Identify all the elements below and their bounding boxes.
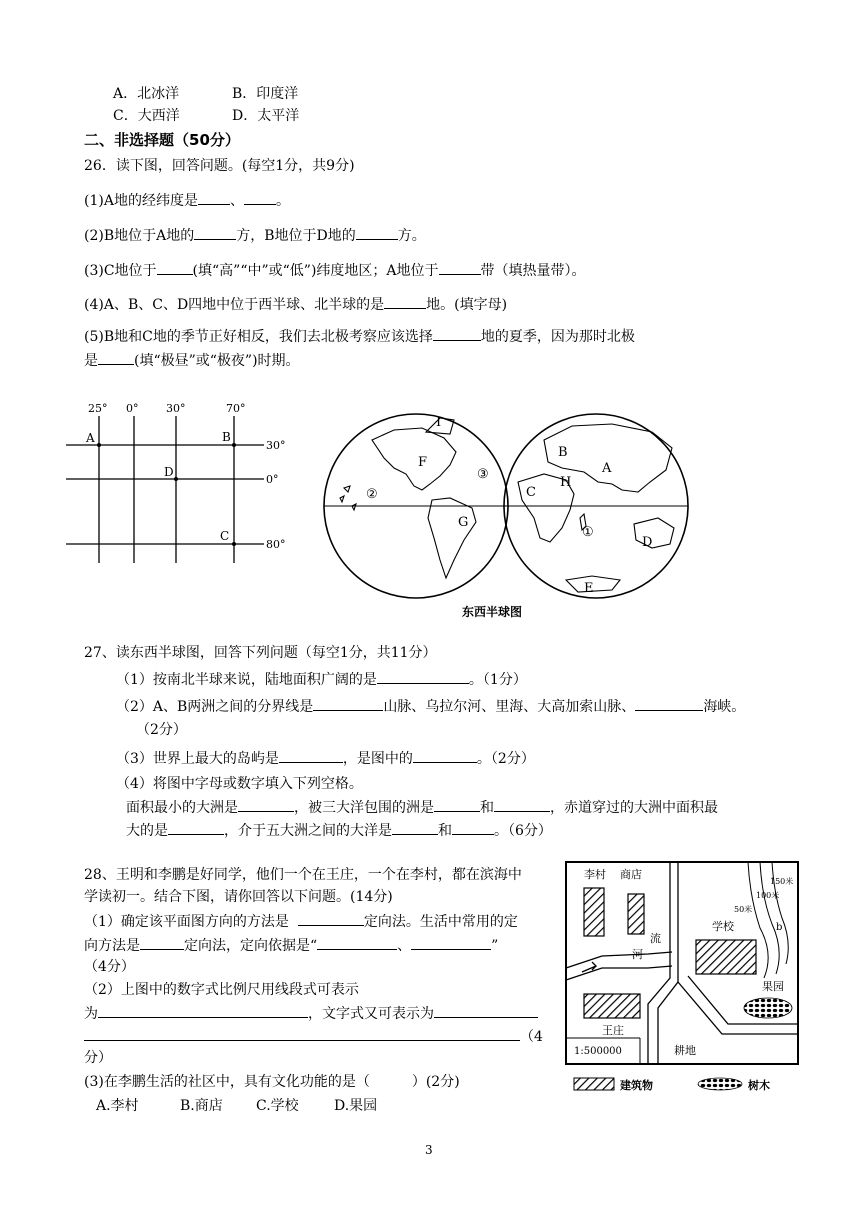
lon-label-25: 25°	[88, 402, 108, 415]
label-shop: 商店	[620, 868, 642, 881]
label-farmland: 耕地	[674, 1044, 696, 1057]
q27-s2-points: （2分）	[136, 722, 187, 738]
point-b-label: B	[222, 430, 231, 444]
q27-s1: （1）按南北半球来说，陆地面积广阔的是 。（1分）	[116, 669, 527, 690]
point-d-dot	[174, 477, 178, 481]
q27-s4-line2: 大的是 ，介于五大洲之间的大洋是 和 。（6分）	[126, 820, 552, 841]
legend-tree-swatch	[698, 1078, 742, 1090]
scale-label: 1:500000	[574, 1046, 622, 1057]
legend-building-swatch	[574, 1078, 614, 1090]
q28-line1: 28、王明和李鹏是好同学，他们一个在王庄，一个在李村，都在滨海中	[84, 867, 522, 883]
label-i: I	[436, 415, 442, 430]
label-c: C	[526, 485, 536, 500]
lat-label-80: 80°	[266, 538, 286, 551]
label-a: A	[602, 461, 612, 476]
hemisphere-map-figure	[322, 410, 692, 622]
label-ocean-3: ③	[477, 467, 489, 482]
q28-line8: （4	[84, 1026, 543, 1047]
label-ocean-2: ②	[366, 487, 378, 502]
q28-line6: （2）上图中的数字式比例尺用线段式可表示	[84, 982, 359, 998]
legend-tree-label: 树木	[748, 1079, 770, 1092]
q28-line9: 分）	[84, 1050, 112, 1066]
label-wang-zhuang: 王庄	[602, 1024, 624, 1037]
q26-s3: (3)C地位于 (填“高”“中”或“低”)纬度地区；A地位于 带（填热量带）。	[84, 260, 586, 281]
hemisphere-map-caption: 东西半球图	[462, 605, 523, 619]
label-orchard: 果园	[762, 980, 784, 993]
school-building	[696, 940, 756, 974]
point-d-label: D	[164, 465, 174, 479]
label-ocean-1: ①	[582, 525, 594, 540]
orchard-trees	[744, 998, 792, 1018]
point-a-dot	[97, 443, 101, 447]
q26-s2: (2)B地位于A地的 方，B地位于D地的 方。	[84, 225, 426, 246]
south-america-shape	[428, 498, 476, 578]
label-d: D	[642, 535, 653, 550]
q28-line7: 为 ，文字式又可表示为	[84, 1003, 538, 1024]
q26-s5-cont: 是 (填“极昼”或“极夜”)时期。	[84, 350, 300, 371]
label-flow: 流	[650, 932, 661, 945]
li-cun-building	[584, 888, 604, 936]
label-contour-150: 150米	[770, 877, 794, 886]
label-contour-100: 100米	[756, 891, 780, 900]
section-title: 二、非选择题（50分）	[84, 131, 240, 149]
q26-s5: (5)B地和C地的季节正好相反，我们去北极考察应该选择 地的夏季，因为那时北极	[84, 326, 635, 347]
label-g: G	[458, 515, 469, 530]
option-d: D．太平洋	[232, 108, 300, 124]
point-c-label: C	[220, 529, 230, 543]
australia-shape	[634, 518, 674, 548]
wang-zhuang-building	[584, 994, 640, 1018]
label-school: 学校	[712, 920, 734, 933]
q27-s3: （3）世界上最大的岛屿是 ，是图中的 。（2分）	[116, 748, 535, 769]
label-contour-50: 50米	[734, 905, 753, 914]
q28-option-d: D.果园	[334, 1098, 378, 1114]
label-h: H	[560, 475, 572, 490]
q28-option-c: C.学校	[256, 1098, 299, 1114]
option-b: B．印度洋	[232, 86, 299, 102]
label-li-cun: 李村	[584, 868, 606, 881]
label-f: F	[418, 455, 428, 470]
label-b: B	[558, 445, 568, 460]
label-e: E	[584, 581, 594, 596]
community-map-figure	[562, 858, 802, 1098]
point-a-label: A	[86, 431, 95, 445]
lon-label-0: 0°	[126, 402, 139, 415]
q28-line5: （4分）	[84, 959, 135, 975]
q27-s2: （2）A、B两洲之间的分界线是 山脉、乌拉尔河、里海、大高加索山脉、 海峡。	[116, 696, 745, 717]
q28-line4: 向方法是 定向法，定向依据是“ 、 ”	[84, 935, 498, 956]
point-c-dot	[232, 542, 236, 546]
lat-label-30: 30°	[266, 439, 286, 452]
q26-title: 26．读下图，回答问题。(每空1分，共9分)	[84, 158, 355, 174]
q28-line2: 学读初一。结合下图，请你回答以下问题。(14分)	[84, 889, 393, 905]
q26-s4: (4)A、B、C、D四地中位于西半球、北半球的是 地。(填字母)	[84, 294, 507, 315]
q27-title: 27、读东西半球图，回答下列问题（每空1分，共11分）	[84, 645, 437, 661]
lat-label-0: 0°	[266, 473, 279, 486]
legend-building-label: 建筑物	[620, 1079, 653, 1092]
page-number: 3	[425, 1143, 433, 1157]
north-america-shape	[372, 428, 456, 490]
option-a: A．北冰洋	[113, 86, 180, 102]
q28-option-a: A.李村	[96, 1098, 139, 1114]
point-b-dot	[232, 443, 236, 447]
q28-line10: (3)在李鹏生活的社区中，具有文化功能的是（ ）(2分)	[84, 1074, 460, 1090]
q27-s4-title: （4）将图中字母或数字填入下列空格。	[116, 776, 363, 792]
q27-s4-line1: 面积最小的大洲是 ，被三大洋包围的洲是 和 ，赤道穿过的大洲中面积最	[126, 797, 718, 818]
q28-option-b: B.商店	[180, 1098, 223, 1114]
q28-line3: （1）确定该平面图方向的方法是 定向法。生活中常用的定	[84, 911, 518, 932]
label-point-b: b	[776, 922, 783, 933]
shop-building	[628, 894, 644, 934]
option-c: C．大西洋	[113, 108, 180, 124]
lon-label-70: 70°	[226, 402, 246, 415]
lat-lon-grid-figure	[66, 398, 306, 563]
label-river: 河	[632, 948, 643, 961]
q26-s1: (1)A地的经纬度是 、 。	[84, 190, 290, 211]
lon-label-30: 30°	[166, 402, 186, 415]
